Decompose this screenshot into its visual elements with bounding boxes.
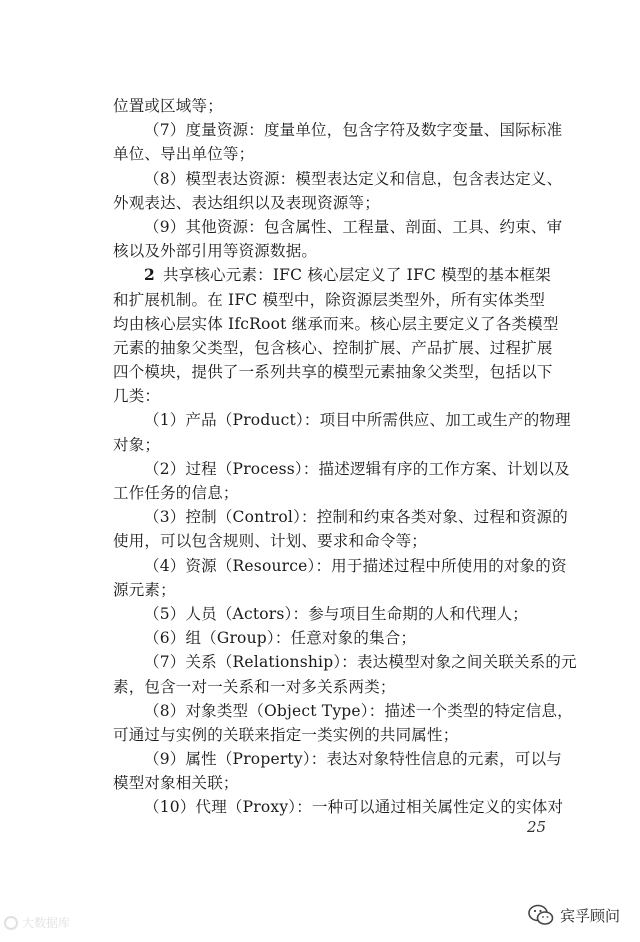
text-line bbox=[113, 239, 563, 263]
text-line bbox=[113, 191, 563, 215]
text-line-content: （3）控制（Control）：控制和约束各类对象、过程和资源的 bbox=[144, 508, 568, 527]
text-line bbox=[113, 408, 571, 432]
text-line bbox=[113, 336, 563, 360]
text-line bbox=[113, 723, 563, 747]
text-line-content: （8）模型表达资源：模型表达定义和信息，包含表达定义、 bbox=[144, 169, 563, 188]
text-line bbox=[113, 554, 567, 578]
watermark-logo-icon bbox=[4, 916, 18, 930]
text-line bbox=[113, 602, 563, 626]
text-line bbox=[113, 626, 563, 650]
text-line-content: （2）过程（Process）：描述逻辑有序的工作方案、计划以及 bbox=[144, 459, 570, 478]
text-line-content: 元素的抽象父类型，包含核心、控制扩展、产品扩展、过程扩展 bbox=[113, 338, 553, 357]
text-line bbox=[113, 578, 563, 602]
text-line-content: （9）其他资源：包含属性、工程量、剖面、工具、约束、审 bbox=[144, 217, 563, 236]
text-line-content: 均由核心层实体 IfcRoot 继承而来。核心层主要定义了各类模型 bbox=[113, 314, 559, 333]
section-number: 2 bbox=[144, 265, 155, 285]
text-line bbox=[113, 699, 573, 723]
text-line-content: 外观表达、表达组织以及表现资源等； bbox=[113, 193, 380, 212]
wechat-watermark bbox=[528, 904, 620, 926]
text-line bbox=[113, 263, 563, 287]
text-line bbox=[113, 481, 563, 505]
text-line bbox=[113, 747, 563, 771]
text-line bbox=[113, 312, 563, 336]
wechat-icon bbox=[528, 904, 554, 926]
text-line-content: 四个模块，提供了一系列共享的模型元素抽象父类型，包括以下 bbox=[113, 363, 553, 382]
text-line-content: （4）资源（Resource）：用于描述过程中所使用的对象的资 bbox=[144, 556, 567, 575]
page-number: 25 bbox=[527, 818, 547, 836]
text-line bbox=[113, 529, 563, 553]
text-line bbox=[113, 360, 563, 384]
text-line bbox=[113, 288, 563, 312]
text-line-content: 素，包含一对一关系和一对多关系两类； bbox=[113, 677, 396, 696]
watermark-left bbox=[4, 914, 70, 931]
text-line bbox=[113, 433, 563, 457]
text-line-content: 几类： bbox=[113, 387, 161, 406]
text-line-content: 核以及外部引用等资源数据。 bbox=[113, 242, 318, 261]
text-line bbox=[113, 142, 563, 166]
text-line-content: （10）代理（Proxy）：一种可以通过相关属性定义的实体对 bbox=[144, 798, 564, 817]
text-line-content: 单位、导出单位等； bbox=[113, 145, 255, 164]
text-line-content: 位置或区域等； bbox=[113, 97, 223, 115]
text-line-content: 和扩展机制。在 IFC 模型中，除资源层类型外，所有实体类型 bbox=[113, 290, 546, 309]
text-line-content: 对象； bbox=[113, 435, 161, 454]
text-line-content: 工作任务的信息； bbox=[113, 484, 239, 502]
text-line-content: （9）属性（Property）：表达对象特性信息的元素，可以与 bbox=[144, 750, 562, 769]
text-line bbox=[113, 675, 563, 699]
text-line-content: （6）组（Group）：任意对象的集合； bbox=[144, 629, 417, 648]
text-line bbox=[113, 650, 577, 674]
text-line bbox=[113, 505, 568, 529]
text-line-content: 使用，可以包含规则、计划、要求和命令等； bbox=[113, 532, 428, 551]
text-line-content: 可通过与实例的关联来指定一类实例的共同属性； bbox=[113, 725, 459, 744]
text-line-content: 源元素； bbox=[113, 580, 176, 599]
text-line bbox=[113, 771, 563, 795]
text-line-content: （7）度量资源：度量单位，包含字符及数字变量、国际标准 bbox=[144, 121, 563, 140]
text-line-content: 模型对象相关联； bbox=[113, 774, 239, 793]
text-line bbox=[113, 457, 570, 481]
text-line-content: （7）关系（Relationship）：表达模型对象之间关联关系的元 bbox=[144, 653, 577, 672]
text-line bbox=[113, 795, 563, 819]
text-line bbox=[113, 118, 563, 142]
text-line bbox=[113, 167, 563, 191]
body-text bbox=[113, 94, 577, 820]
text-line-content: 共享核心元素：IFC 核心层定义了 IFC 模型的基本框架 bbox=[162, 266, 552, 285]
text-line-content: （1）产品（Product）：项目中所需供应、加工或生产的物理 bbox=[144, 411, 571, 430]
text-line-content: （5）人员（Actors）：参与项目生命期的人和代理人； bbox=[144, 604, 529, 623]
watermark-left-text: 大数据库 bbox=[22, 916, 71, 930]
wechat-account-name: 宾孚顾问 bbox=[559, 906, 620, 925]
text-line bbox=[113, 384, 563, 408]
text-line-content: （8）对象类型（Object Type）：描述一个类型的特定信息， bbox=[144, 701, 573, 720]
text-line bbox=[113, 215, 563, 239]
text-line bbox=[113, 94, 563, 118]
